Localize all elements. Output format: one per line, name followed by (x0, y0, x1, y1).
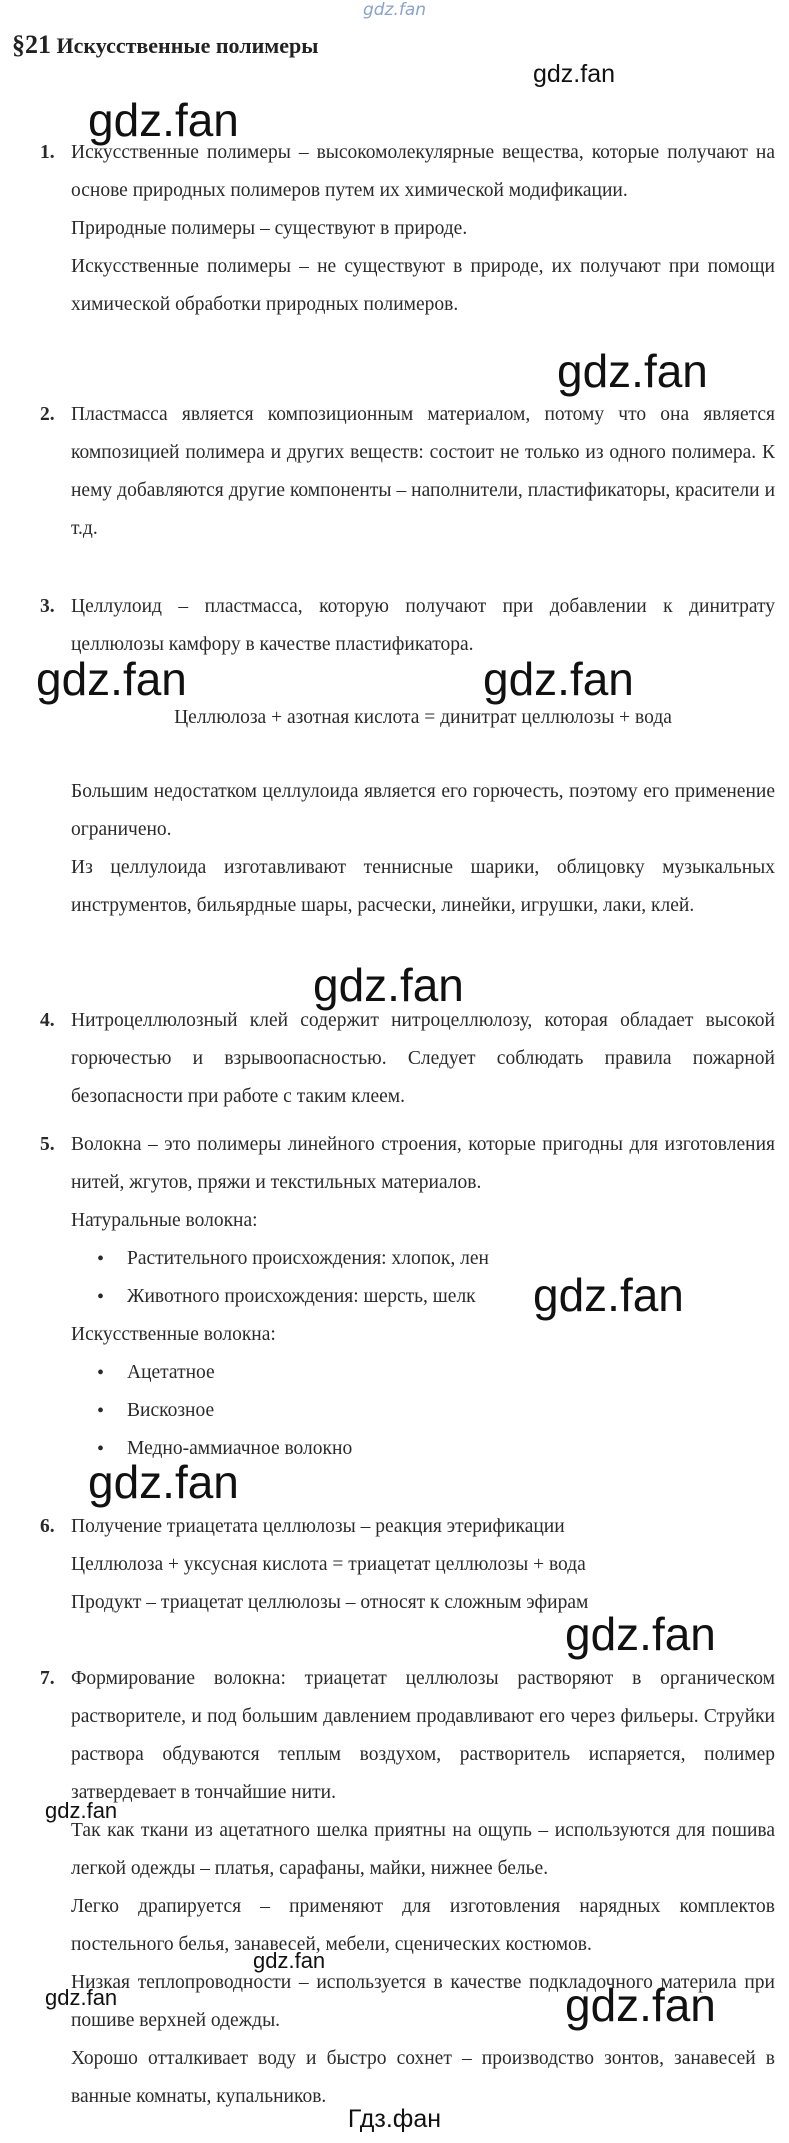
item-number: 5. (40, 1134, 55, 1155)
paragraph: Продукт – триацетат целлюлозы – относят к сложным эфирам (71, 1592, 589, 1613)
answer-item-6 (40, 1508, 775, 1622)
list-item: • Медно-аммиачное волокно (127, 1430, 775, 1468)
paragraph: Природные полимеры – существуют в природе. (71, 218, 468, 239)
watermark: gdz.fan (36, 653, 187, 705)
paragraph: Формирование волокна: триацетат целлюлозы растворяют в органическом растворителе, и под большим давлением продавливают его через фильеры. Струйки раствора обдуваются теплым воздухом, растворитель испаряется, полимер затвердевает в тончайшие нити. (71, 1668, 775, 1803)
paragraph: Искусственные полимеры – не существуют в природе, их получают при помощи химической обработки природных полимеров. (71, 256, 775, 315)
paragraph: Волокна – это полимеры линейного строения, которые пригодны для изготовления нитей, жгутов, пряжи и текстильных материалов. (71, 1134, 775, 1193)
list-item: • Вискозное (127, 1392, 775, 1430)
watermark: gdz.fan (483, 653, 634, 705)
item-number: 2. (40, 404, 55, 425)
paragraph: Большим недостатком целлулоида является его горючесть, поэтому его применение ограничено. (71, 781, 775, 840)
answer-item-1 (40, 134, 775, 324)
natural-fibers-label: Натуральные волокна: (71, 1210, 258, 1231)
paragraph: Нитроцеллюлозный клей содержит нитроцеллюлозу, которая обладает высокой горючестью и взрывоопасностью. Следует соблюдать правила пожарной безопасности при работе с таким клеем. (71, 1010, 775, 1107)
footer-watermark: Гдз.фан (347, 2105, 442, 2133)
watermark: gdz.fan (88, 94, 239, 146)
watermark: gdz.fan (557, 345, 708, 397)
list-item: • Ацетатное (127, 1354, 775, 1392)
item-number: 7. (40, 1668, 55, 1689)
section-title: Искусственные полимеры (56, 33, 319, 58)
equation: Целлюлоза + азотная кислота = динитрат целлюлозы + вода (174, 707, 672, 728)
item-number: 1. (40, 142, 55, 163)
paragraph: Получение триацетата целлюлозы – реакция этерификации (71, 1516, 565, 1537)
watermark: gdz.fan (565, 1608, 716, 1660)
item-number: 3. (40, 596, 55, 617)
equation: Целлюлоза + уксусная кислота = триацетат целлюлозы + вода (71, 1554, 586, 1575)
artificial-fibers-list (71, 1354, 775, 1468)
answer-item-4 (40, 1002, 775, 1116)
item-number: 6. (40, 1516, 55, 1537)
answer-item-7 (40, 1660, 775, 2116)
paragraph: Хорошо отталкивает воду и быстро сохнет – производство зонтов, занавесей в ванные комнаты, купальников. (71, 2048, 775, 2107)
list-item: • Животного происхождения: шерсть, шелк (127, 1278, 775, 1316)
item-number: 4. (40, 1010, 55, 1031)
paragraph: Низкая теплопроводности – используется в качестве подкладочного материла при пошиве верхней одежды. (71, 1972, 775, 2031)
paragraph: Легко драпируется – применяют для изготовления нарядных комплектов постельного белья, занавесей, мебели, сценических костюмов. (71, 1896, 775, 1955)
watermark: gdz.fan (88, 1456, 239, 1508)
paragraph: Целлулоид – пластмасса, которую получают при добавлении к динитрату целлюлозы камфору в качестве пластификатора. (71, 596, 775, 655)
paragraph: Искусственные полимеры – высокомолекулярные вещества, которые получают на основе природных полимеров путем их химической модификации. (71, 142, 775, 201)
answer-item-2 (40, 396, 775, 548)
header-watermark: gdz.fan (362, 0, 427, 20)
watermark: gdz.fan (313, 959, 464, 1011)
page-title (12, 30, 318, 60)
paragraph: Так как ткани из ацетатного шелка приятны на ощупь – используются для пошива легкой одежды – платья, сарафаны, майки, нижнее белье. (71, 1820, 775, 1879)
section-number: §21 (12, 30, 51, 59)
watermark: gdz.fan (565, 1979, 716, 2031)
watermark: gdz.fan (45, 1985, 118, 2010)
watermark: gdz.fan (45, 1798, 118, 1823)
watermark: gdz.fan (533, 60, 616, 88)
answer-item-3 (40, 588, 775, 925)
paragraph: Пластмасса является композиционным материалом, потому что она является композицией полимера и других веществ: состоит не только из одного полимера. К нему добавляются другие компоненты – наполнители, пластификаторы, красители и т.д. (71, 404, 775, 539)
artificial-fibers-label: Искусственные волокна: (71, 1324, 276, 1345)
list-item: • Растительного происхождения: хлопок, лен (127, 1240, 775, 1278)
watermark: gdz.fan (253, 1948, 326, 1973)
paragraph: Из целлулоида изготавливают теннисные шарики, облицовку музыкальных инструментов, бильярдные шары, расчески, линейки, игрушки, лаки, клей. (71, 857, 775, 916)
watermark: gdz.fan (533, 1269, 684, 1321)
